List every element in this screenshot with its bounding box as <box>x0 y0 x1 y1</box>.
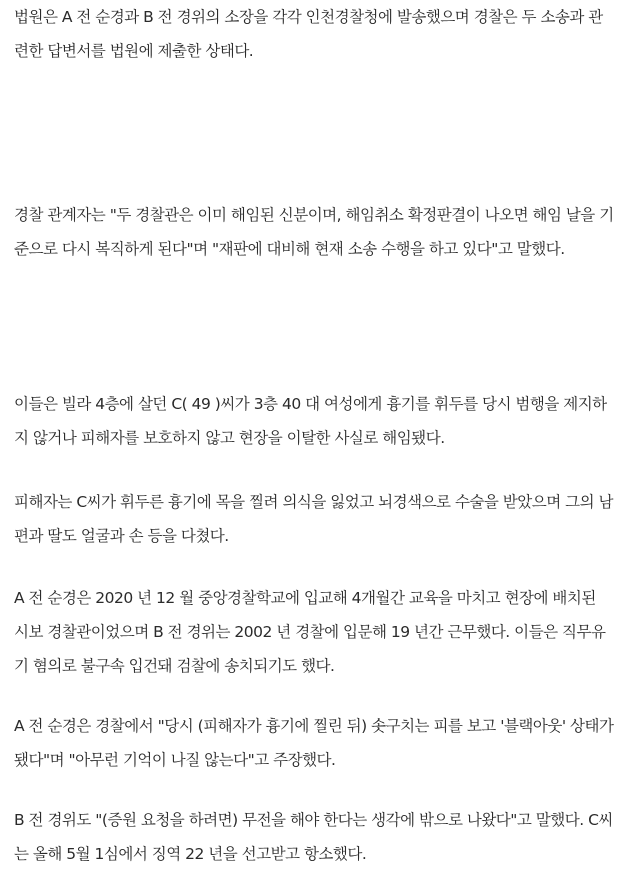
paragraph <box>14 0 603 68</box>
text-line: 시보 경찰관이었으며 B 전 경위는 2002 년 경찰에 입문해 19 년간 근무했다. 이들은 직무유 <box>14 623 606 641</box>
text-line: 피해자는 C씨가 휘두른 흉기에 목을 찔려 의식을 잃었고 뇌경색으로 수술을 받았으며 그의 남 <box>14 493 613 511</box>
text-line: 련한 답변서를 법원에 제출한 상태다. <box>14 42 254 60</box>
paragraph <box>14 803 613 871</box>
text-line: 됐다"며 "아무런 기억이 나질 않는다"고 주장했다. <box>14 751 336 769</box>
paragraph <box>14 581 605 683</box>
paragraph <box>14 387 607 455</box>
text-line: 이들은 빌라 4층에 살던 C( 49 )씨가 3층 40 대 여성에게 흉기를 휘두를 당시 범행을 제지하 <box>14 395 607 413</box>
text-line: 는 올해 5월 1심에서 징역 22 년을 선고받고 항소했다. <box>14 845 367 863</box>
text-line: A 전 순경은 경찰에서 "당시 (피해자가 흉기에 찔린 뒤) 솟구치는 피를 보고 '블랙아웃' 상태가 <box>14 717 614 735</box>
text-line: 편과 딸도 얼굴과 손 등을 다쳤다. <box>14 527 229 545</box>
text-line: A 전 순경은 2020 년 12 월 중앙경찰학교에 입교해 4개월간 교육을 마치고 현장에 배치된 <box>14 589 596 607</box>
paragraph <box>14 485 613 553</box>
paragraph <box>14 198 614 266</box>
text-line: 준으로 다시 복직하게 된다"며 "재판에 대비해 현재 소송 수행을 하고 있다"고 말했다. <box>14 240 565 258</box>
text-line: 법원은 A 전 순경과 B 전 경위의 소장을 각각 인천경찰청에 발송했으며 경찰은 두 소송과 관 <box>14 8 603 26</box>
paragraph <box>14 709 613 777</box>
text-line: B 전 경위도 "(증원 요청을 하려면) 무전을 해야 한다는 생각에 밖으로 나왔다"고 말했다. C씨 <box>14 811 613 829</box>
text-line: 지 않거나 피해자를 보호하지 않고 현장을 이탈한 사실로 해임됐다. <box>14 429 445 447</box>
text-line: 기 혐의로 불구속 입건돼 검찰에 송치되기도 했다. <box>14 657 335 675</box>
text-line: 경찰 관계자는 "두 경찰관은 이미 해임된 신분이며, 해임취소 확정판결이 나오면 해임 날을 기 <box>14 206 614 224</box>
